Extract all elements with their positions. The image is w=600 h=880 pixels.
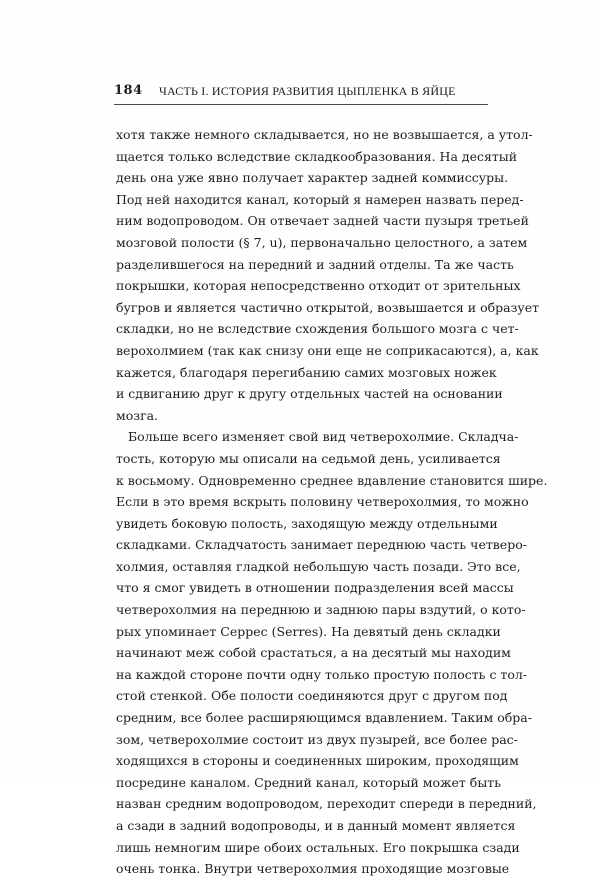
text-line: посредине каналом. Средний канал, который может быть <box>116 774 501 790</box>
text-line: день она уже явно получает характер задней коммиссуры. <box>116 170 509 186</box>
text-line: стой стенкой. Обе полости соединяются друг с другом под <box>116 688 508 704</box>
text-line: мозга. <box>116 407 159 423</box>
page-header <box>114 82 488 105</box>
running-title: ЧАСТЬ I. ИСТОРИЯ РАЗВИТИЯ ЦЫПЛЕНКА В ЯЙЦЕ <box>159 84 456 98</box>
text-line: средним, все более расширяющимся вдавлением. Таким обра- <box>116 710 532 726</box>
text-line: кажется, благодаря перегибанию самих мозговых ножек <box>116 364 497 380</box>
text-line: складками. Складчатость занимает переднюю часть четверо- <box>116 537 527 553</box>
text-line: мозговой полости (§ 7, u), первоначально целостного, а затем <box>116 234 528 250</box>
text-line: тость, которую мы описали на седьмой день, усиливается <box>116 450 501 466</box>
text-line: начинают меж собой срастаться, а на десятый мы находим <box>116 645 511 661</box>
text-line: щается только вследствие складкообразования. На десятый <box>116 148 518 164</box>
text-line: лишь немногим шире обоих остальных. Его покрышка сзади <box>116 839 520 855</box>
text-line: верохолмием (так как снизу они еще не соприкасаются), а, как <box>116 342 539 358</box>
text-line: рых упоминает Серрес (Serres). На девятый день складки <box>116 623 501 639</box>
text-line: бугров и является частично открытой, возвышается и образует <box>116 299 540 315</box>
text-line: что я смог увидеть в отношении подразделения всей массы <box>116 580 514 596</box>
text-line: разделившегося на передний и задний отделы. Та же часть <box>116 256 514 272</box>
text-line: Если в это время вскрыть половину четверохолмия, то можно <box>116 494 529 510</box>
text-line: ходящихся в стороны и соединенных широким, проходящим <box>116 753 519 769</box>
text-line: зом, четверохолмие состоит из двух пузырей, все более рас- <box>116 731 518 747</box>
text-line: ним водопроводом. Он отвечает задней части пузыря третьей <box>116 213 529 229</box>
text-line: складки, но не вследствие схождения большого мозга с чет- <box>116 321 519 337</box>
page-number: 184 <box>114 83 143 98</box>
text-line: а сзади в задний водопроводы, и в данный момент является <box>116 818 516 833</box>
text-line: Под ней находится канал, который я намерен назвать перед- <box>116 191 524 207</box>
body-text <box>116 124 548 880</box>
text-line: и сдвиганию друг к другу отдельных частей на основании <box>116 386 503 402</box>
text-line: к восьмому. Одновременно среднее вдавление становится шире. <box>116 472 548 488</box>
text-line: хотя также немного складывается, но не возвышается, а утол- <box>116 127 533 142</box>
text-line: очень тонка. Внутри четверохолмия проходящие мозговые <box>116 861 510 877</box>
text-line: четверохолмия на переднюю и заднюю пары вздутий, о кото- <box>116 602 526 618</box>
text-line: назван средним водопроводом, переходит спереди в передний, <box>116 796 537 812</box>
text-line: на каждой стороне почти одну только простую полость с тол- <box>116 666 528 682</box>
text-line: покрышки, которая непосредственно отходит от зрительных <box>116 278 521 294</box>
paragraph-first-line: Больше всего изменяет свой вид четверохолмие. Складча- <box>128 429 519 445</box>
text-line: увидеть боковую полость, заходящую между отдельными <box>116 515 498 531</box>
text-line: холмия, оставляя гладкой небольшую часть позади. Это все, <box>116 558 521 574</box>
